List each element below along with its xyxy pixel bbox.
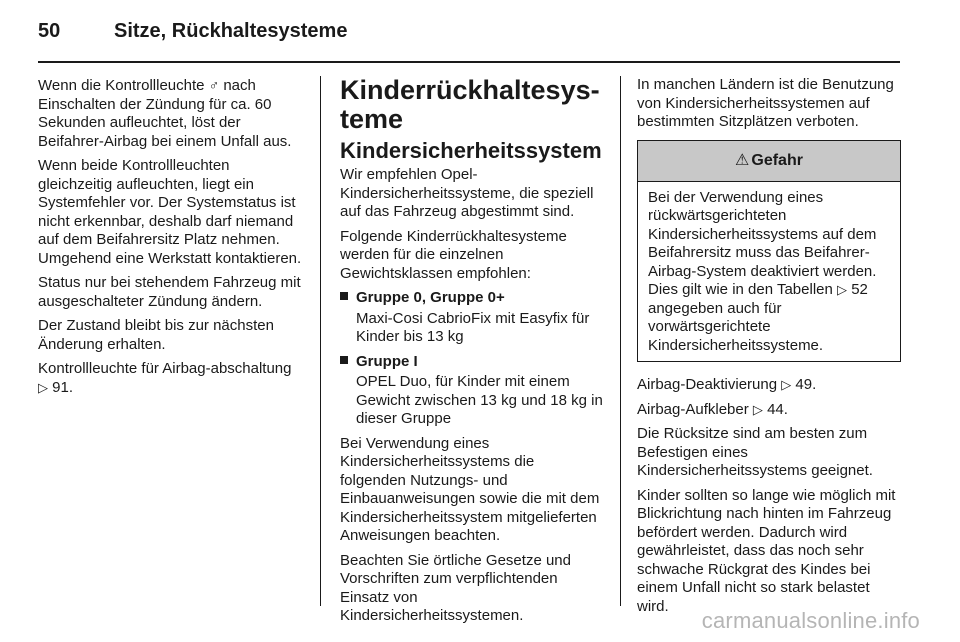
paragraph: In manchen Ländern ist die Benutzung von Kindersicherheitssystemen auf bestimmten Sitzplätzen verboten. [637, 76, 894, 130]
page-ref-icon: ▷ [38, 379, 48, 395]
bullet-square-icon [340, 292, 348, 300]
paragraph: Die Rücksitze sind am besten zum Befestigen eines Kindersicherheitssystems geeignet. [637, 425, 873, 479]
paragraph: Kontrollleuchte für Airbag-abschaltung ▷ 91. [38, 360, 292, 396]
bullet-item: Gruppe I [340, 353, 604, 372]
column-right [637, 76, 901, 622]
column-middle [340, 76, 604, 632]
bullet-text: Maxi-Cosi CabrioFix mit Easyfix für Kinder bis 13 kg [356, 309, 590, 345]
page-ref-link[interactable]: 44. [767, 400, 788, 418]
column-divider [320, 76, 321, 606]
paragraph: Bei Verwendung eines Kindersicherheitssystems die folgenden Nutzungs- und Einbauanweisungen sowie die mit dem Kindersicherheitssystem mitgelieferten Anweisungen beachten. [340, 434, 600, 544]
page-header [38, 14, 900, 54]
warning-header [638, 141, 900, 182]
warning-box [637, 140, 901, 363]
column-divider [620, 76, 621, 606]
page-ref-icon: ▷ [837, 282, 848, 297]
paragraph: Wenn beide Kontrollleuchten gleichzeitig aufleuchten, liegt ein Systemfehler vor. Der Systemstatus ist nicht erkennbar, deshalb darf niemand auf dem Beifahrersitz Platz nehmen. Umgehend eine Werkstatt kontaktieren. [38, 157, 302, 267]
page-number: 50 [38, 20, 61, 42]
page-ref-icon: ▷ [752, 401, 763, 417]
paragraph: Status nur bei stehendem Fahrzeug mit ausgeschalteter Zündung ändern. [38, 274, 301, 310]
paragraph: Airbag-Deaktivierung ▷ 49. [637, 376, 817, 393]
bullet-square-icon [340, 356, 348, 364]
page-ref-link[interactable]: 52 [851, 281, 868, 298]
warning-triangle-icon: ⚠ [735, 151, 750, 169]
page-title: Sitze, Rückhaltesysteme [114, 20, 348, 42]
bullet-text: OPEL Duo, für Kinder mit einem Gewicht zwischen 13 kg und 18 kg in dieser Gruppe [356, 373, 603, 427]
airbag-off-icon: ♂ [208, 77, 220, 93]
paragraph: Folgende Kinderrückhaltesysteme werden für die einzelnen Gewichtsklassen empfohlen: [340, 227, 567, 282]
paragraph: Wenn die Kontrollleuchte ♂ nach Einschalten der Zündung für ca. 60 Sekunden aufleuchtet, löst der Beifahrer-Airbag bei einem Unfall aus. [38, 77, 292, 150]
warning-body: Bei der Verwendung eines rückwärtsgerichteten Kindersicherheitssystems auf dem Beifahrersitz muss das Beifahrer-Airbag-System deaktiviert werden. Dies gilt wie in den Tabellen ▷ 52 angegeben auch für vorwärtsgerichtete Kindersicherheitssysteme. [648, 188, 877, 354]
header-rule [38, 61, 900, 63]
warning-title: Gefahr [751, 151, 803, 169]
page-ref-icon: ▷ [781, 377, 792, 392]
page-ref-link[interactable]: 91. [52, 378, 74, 396]
column-left [38, 76, 304, 403]
section-heading: Kinderrückhaltesys-teme [340, 75, 600, 134]
bullet-item: Gruppe 0, Gruppe 0+ [340, 289, 604, 308]
section-subheading: Kindersicherheitssystem [340, 138, 602, 163]
paragraph: Airbag-Aufkleber ▷ 44. [637, 400, 788, 418]
paragraph: Wir empfehlen Opel-Kindersicherheitssysteme, die speziell auf das Fahrzeug abgestimmt sind. [340, 166, 594, 220]
paragraph: Beachten Sie örtliche Gesetze und Vorschriften zum verpflichtenden Einsatz von Kindersicherheitssystemen. [340, 551, 571, 624]
page-ref-link[interactable]: 49. [795, 376, 817, 393]
watermark: carmanualsonline.info [701, 608, 920, 633]
paragraph: Der Zustand bleibt bis zur nächsten Änderung erhalten. [38, 317, 274, 353]
paragraph: Kinder sollten so lange wie möglich mit Blickrichtung nach hinten im Fahrzeug befördert werden. Dadurch wird gewährleistet, dass das noch sehr schwache Rückgrat des Kindes bei einem Unfall nicht so stark belastet wird. [637, 486, 896, 615]
